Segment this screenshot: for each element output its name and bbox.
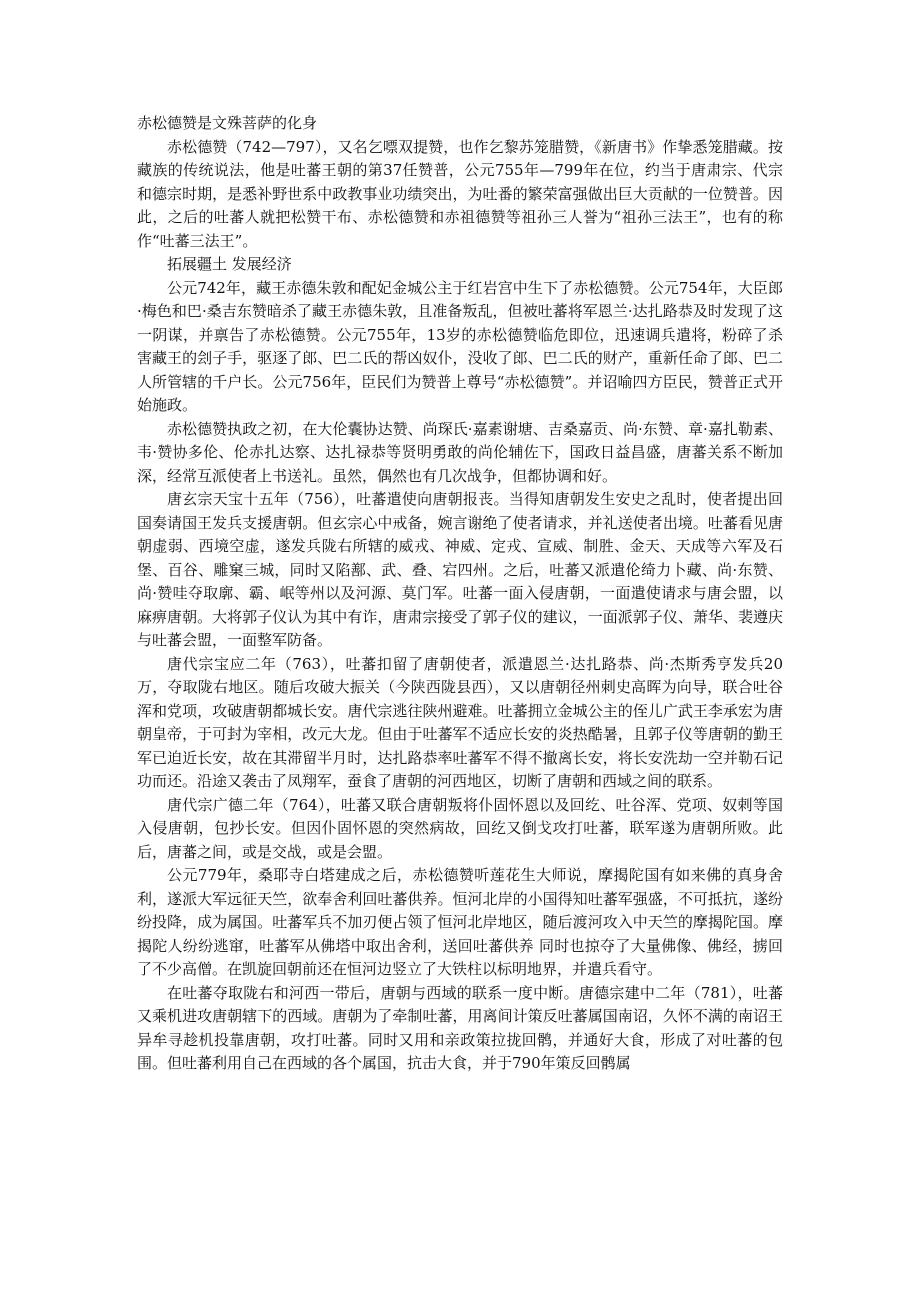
paragraph-779: 公元779年，桑耶寺白塔建成之后，赤松德赞听莲花生大师说，摩揭陀国有如来佛的真身舍利，遂派大军远征天竺，欲奉舍利回吐蕃供养。恒河北岸的小国得知吐蕃军强盛，不可抵抗，遂纷纷投降，成为属国。吐蕃军兵不加刃便占领了恒河北岸地区，随后渡河攻入中天竺的摩揭陀国。摩揭陀人纷纷逃窜，吐蕃军从佛塔中取出舍利，送回吐蕃供养 同时也掠夺了大量佛像、佛经，掳回了不少高僧。在凯旋回朝前还在恒河边竖立了大铁柱以标明地界，并遣兵看守。 [137,866,783,978]
paragraph-781: 在吐蕃夺取陇右和河西一带后，唐朝与西域的联系一度中断。唐德宗建中二年（781），吐蕃又乘机进攻唐朝辖下的西域。唐朝为了牵制吐蕃，用离间计策反吐蕃属国南诏，久怀不满的南诏王异牟寻趁机投靠唐朝，攻打吐蕃。同时又用和亲政策拉拢回鹘，并通好大食，形成了对吐蕃的包围。但吐蕃利用自己在西域的各个属国，抗击大食，并于790年策反回鹘属 [137,983,783,1072]
section-heading: 拓展疆土 发展经济 [167,255,292,273]
paragraph-intro: 赤松德赞（742—797），又名乞嘌双提赞，也作乞黎苏笼腊赞，《新唐书》作挚悉笼腊藏。按藏族的传统说法，他是吐蕃王朝的第37任赞普，公元755年—799年在位，约当于唐肃宗、代宗和德宗时期，是悉补野世系中政教事业功绩突出，为吐番的繁荣富强做出巨大贡献的一位赞普。因此，之后的吐蕃人就把松赞干布、赤松德赞和赤祖德赞等祖孙三人誉为“祖孙三法王”，也有的称作“吐蕃三法王”。 [137,137,783,250]
paragraph-763: 唐代宗宝应二年（763），吐蕃扣留了唐朝使者，派遣恩兰·达扎路恭、尚·杰斯秀亨发兵20万，夺取陇右地区。随后攻破大振关（今陕西陇县西），又以唐朝径州刺史高晖为向导，联合吐谷浑和党项，攻破唐朝都城长安。唐代宗逃往陕州避难。吐蕃拥立金城公主的侄儿广武王李承宏为唐朝皇帝，于可封为宰相，改元大龙。但由于吐蕃军不适应长安的炎热酷暑，且郭子仪等唐朝的勤王军已迫近长安，故在其滞留半月时，达扎路恭率吐蕃军不得不撤离长安，将长安洗劫一空并勒石记功而还。沿途又袭击了凤翔军，蚕食了唐朝的河西地区，切断了唐朝和西域之间的联系。 [137,654,783,790]
paragraph-early-rule: 赤松德赞执政之初，在大伦囊协达赞、尚琛氏·嘉素谢塘、吉桑嘉贡、尚·东赞、章·嘉扎勒素、韦·赞协多伦、伦赤扎达察、达扎禄恭等贤明勇敢的尚伦辅佐下，国政日益昌盛，唐蕃关系不断加深，经常互派使者上书送礼。虽然，偶然也有几次战争，但都协调和好。 [137,419,783,485]
paragraph-birth: 公元742年，藏王赤德朱敦和配妃金城公主于红岩宫中生下了赤松德赞。公元754年，大臣郎·梅色和巴·桑吉东赞暗杀了藏王赤德朱敦，且准备叛乱，但被吐蕃将军恩兰·达扎路恭及时发现了这一阴谋，并禀告了赤松德赞。公元755年，13岁的赤松德赞临危即位，迅速调兵遣将，粉碎了杀害藏王的刽子手，驱逐了郎、巴二氏的帮凶奴仆，没收了郎、巴二氏的财产，重新任命了郎、巴二人所管辖的千户长。公元756年，臣民们为赞普上尊号“赤松德赞”。并诏喻四方臣民，赞普正式开始施政。 [137,278,783,414]
document-page [137,112,783,1076]
paragraph-756: 唐玄宗天宝十五年（756），吐蕃遣使向唐朝报丧。当得知唐朝发生安史之乱时，使者提出回国奏请国王发兵支援唐朝。但玄宗心中戒备，婉言谢绝了使者请求，并礼送使者出境。吐蕃看见唐朝虚弱、西境空虚，遂发兵陇右所辖的威戎、神威、定戎、宣威、制胜、金天、天成等六军及石堡、百谷、雕窠三城，同时又陷鄯、武、叠、宕四州。之后，吐蕃又派遣伦绮力卜藏、尚·东赞、尚·赞哇夺取廓、霸、岷等州以及河源、莫门军。吐蕃一面入侵唐朝，一面遣使请求与唐会盟，以麻痹唐朝。大将郭子仪认为其中有诈，唐肃宗接受了郭子仪的建议，一面派郭子仪、萧华、裴遵庆与吐蕃会盟，一面整军防备。 [137,490,783,649]
paragraph-764: 唐代宗广德二年（764），吐蕃又联合唐朝叛将仆固怀恩以及回纥、吐谷浑、党项、奴剌等国入侵唐朝，包抄长安。但因仆固怀恩的突然病故，回纥又倒戈攻打吐蕃，联军遂为唐朝所败。此后，唐蕃之间，或是交战，或是会盟。 [137,795,783,861]
document-title: 赤松德赞是文殊菩萨的化身 [137,114,318,132]
